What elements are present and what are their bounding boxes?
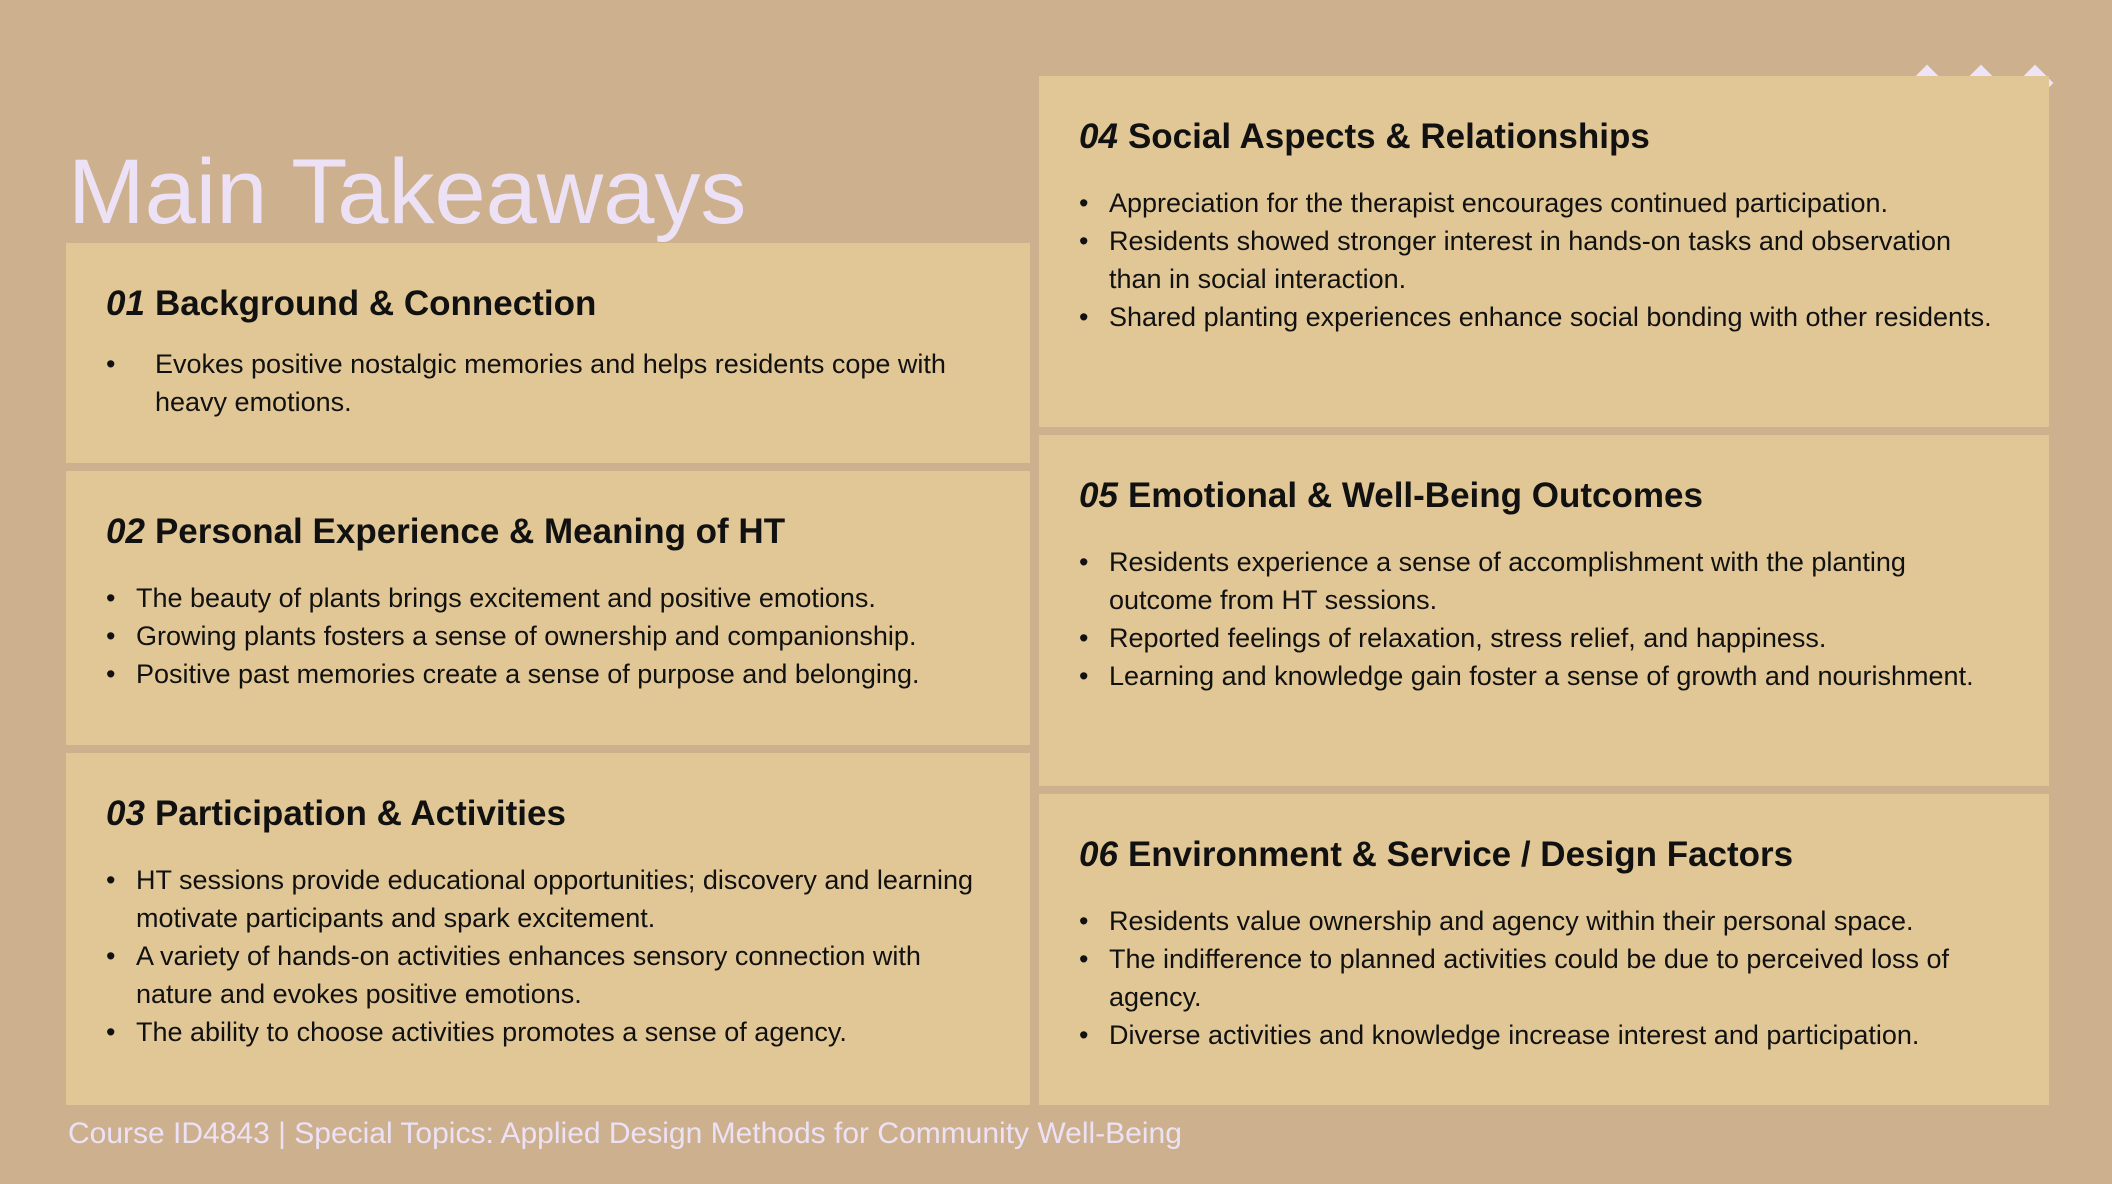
bullet-item: • Shared planting experiences enhance social bonding with other residents. xyxy=(1079,298,2009,336)
card-number: 04 xyxy=(1079,117,1118,156)
bullet-item: • Diverse activities and knowledge increase interest and participation. xyxy=(1079,1016,2009,1054)
card-heading xyxy=(1079,475,2009,517)
card-heading xyxy=(106,793,990,835)
bullet-item: • Residents experience a sense of accomplishment with the planting outcome from HT sessions. xyxy=(1079,543,2009,619)
takeaway-card-social-aspects xyxy=(1039,76,2049,427)
bullet-item: • HT sessions provide educational opportunities; discovery and learning motivate participants and spark excitement. xyxy=(106,861,990,937)
card-heading xyxy=(106,511,990,553)
bullet-list xyxy=(1079,543,2009,695)
bullet-list xyxy=(106,345,990,421)
bullet-item: • Residents value ownership and agency within their personal space. xyxy=(1079,902,2009,940)
takeaway-card-environment-design xyxy=(1039,794,2049,1105)
card-number: 03 xyxy=(106,794,145,833)
bullet-item: • The ability to choose activities promotes a sense of agency. xyxy=(106,1013,990,1051)
bullet-item: • Growing plants fosters a sense of ownership and companionship. xyxy=(106,617,990,655)
takeaway-card-background-connection xyxy=(66,243,1030,463)
card-title: Social Aspects & Relationships xyxy=(1127,117,1650,156)
card-title: Environment & Service / Design Factors xyxy=(1127,835,1794,874)
bullet-list xyxy=(1079,184,2009,336)
bullet-list xyxy=(1079,902,2009,1054)
bullet-item: • A variety of hands-on activities enhances sensory connection with nature and evokes positive emotions. xyxy=(106,937,990,1013)
card-title: Background & Connection xyxy=(154,284,597,323)
bullet-item: • Appreciation for the therapist encourages continued participation. xyxy=(1079,184,2009,222)
card-heading xyxy=(106,283,990,325)
takeaway-card-participation-activities xyxy=(66,753,1030,1105)
bullet-item: • Learning and knowledge gain foster a sense of growth and nourishment. xyxy=(1079,657,2009,695)
takeaway-card-personal-experience xyxy=(66,471,1030,745)
card-heading xyxy=(1079,834,2009,876)
card-number: 01 xyxy=(106,284,145,323)
card-number: 02 xyxy=(106,512,145,551)
course-footer: Course ID4843 | Special Topics: Applied Design Methods for Community Well-Being xyxy=(68,1117,1182,1150)
card-title: Participation & Activities xyxy=(154,794,566,833)
card-number: 06 xyxy=(1079,835,1118,874)
card-heading xyxy=(1079,116,2009,158)
bullet-item: • Evokes positive nostalgic memories and helps residents cope with heavy emotions. xyxy=(106,345,990,421)
card-title: Emotional & Well-Being Outcomes xyxy=(1127,476,1703,515)
bullet-item: • Reported feelings of relaxation, stress relief, and happiness. xyxy=(1079,619,2009,657)
card-title: Personal Experience & Meaning of HT xyxy=(154,512,786,551)
takeaway-card-emotional-outcomes xyxy=(1039,435,2049,786)
bullet-item: • Residents showed stronger interest in hands-on tasks and observation than in social interaction. xyxy=(1079,222,2009,298)
bullet-item: • Positive past memories create a sense of purpose and belonging. xyxy=(106,655,990,693)
bullet-list xyxy=(106,579,990,693)
bullet-item: • The beauty of plants brings excitement and positive emotions. xyxy=(106,579,990,617)
bullet-item: • The indifference to planned activities could be due to perceived loss of agency. xyxy=(1079,940,2009,1016)
bullet-list xyxy=(106,861,990,1051)
card-number: 05 xyxy=(1079,476,1118,515)
page-title: Main Takeaways xyxy=(68,141,747,243)
